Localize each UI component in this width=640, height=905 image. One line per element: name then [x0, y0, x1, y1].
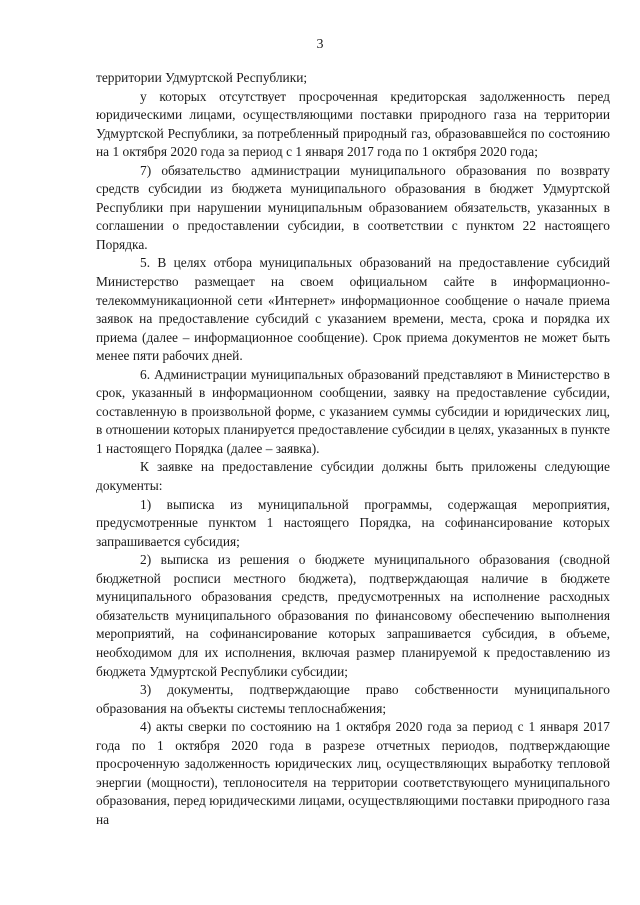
- document-body: [96, 69, 610, 829]
- paragraph-clause-6: 6. Администрации муниципальных образований представляют в Министерство в срок, указанный в информационном сообщении, заявку на предоставление субсидии, составленную в произвольной форме, с указанием суммы субсидии и юридических лиц, в отношении которых планируется предоставление субсидии в целях, указанных в пункте 1 настоящего Порядка (далее – заявка).: [96, 366, 610, 456]
- paragraph-attachment-4: 4) акты сверки по состоянию на 1 октября 2020 года за период с 1 января 2017 года по 1 октября 2020 года в разрезе отчетных периодов, подтверждающие просроченную задолженность юридических лиц, осуществляющих выработку тепловой энергии (мощности), теплоносителя на территории соответствующего муниципального образования, перед юридическими лицами, осуществляющими поставки природного газа на: [96, 719, 610, 827]
- page-number: 3: [316, 37, 324, 52]
- paragraph-item-7-obligation: 7) обязательство администрации муниципального образования по возврату средств субсидии из бюджета муниципального образования в бюджет Удмуртской Республики при нарушении муниципальным образованием обязательств, указанных в соглашении о предоставлении субсидии, в соответствии с пунктом 22 настоящего Порядка.: [96, 162, 610, 252]
- paragraph-attachments-intro: К заявке на предоставление субсидии должны быть приложены следующие документы:: [96, 459, 610, 494]
- paragraph-no-debt-condition: у которых отсутствует просроченная кредиторская задолженность перед юридическими лицами, осуществляющими поставки природного газа на территории Удмуртской Республики, за потребленный природный газ, образовавшейся по состоянию на 1 октября 2020 года за период с 1 января 2017 года по 1 октября 2020 года;: [96, 88, 610, 160]
- paragraph-attachment-1: 1) выписка из муниципальной программы, содержащая мероприятия, предусмотренные пунктом 1 настоящего Порядка, на софинансирование которых запрашивается субсидия;: [96, 496, 610, 549]
- paragraph-clause-5: 5. В целях отбора муниципальных образований на предоставление субсидий Министерство размещает на своем официальном сайте в информационно-телекоммуникационной сети «Интернет» информационное сообщение о начале приема заявок на предоставление субсидий с указанием времени, места, срока и порядка их приема (далее – информационное сообщение). Срок приема документов не может быть менее пяти рабочих дней.: [96, 255, 610, 364]
- paragraph-attachment-3: 3) документы, подтверждающие право собственности муниципального образования на объекты системы теплоснабжения;: [96, 682, 610, 716]
- paragraph-continuation: территории Удмуртской Республики;: [96, 70, 308, 85]
- paragraph-attachment-2: 2) выписка из решения о бюджете муниципального образования (сводной бюджетной росписи местного бюджета), подтверждающая наличие в бюджете муниципального образования средств, предусмотренных на исполнение расходных обязательств муниципального образования по финансовому обеспечению выполнения мероприятий, на софинансирование которых запрашивается субсидия, в объеме, необходимом для их исполнения, включая размер планируемой к предоставлению из бюджета Удмуртской Республики субсидии;: [96, 552, 610, 679]
